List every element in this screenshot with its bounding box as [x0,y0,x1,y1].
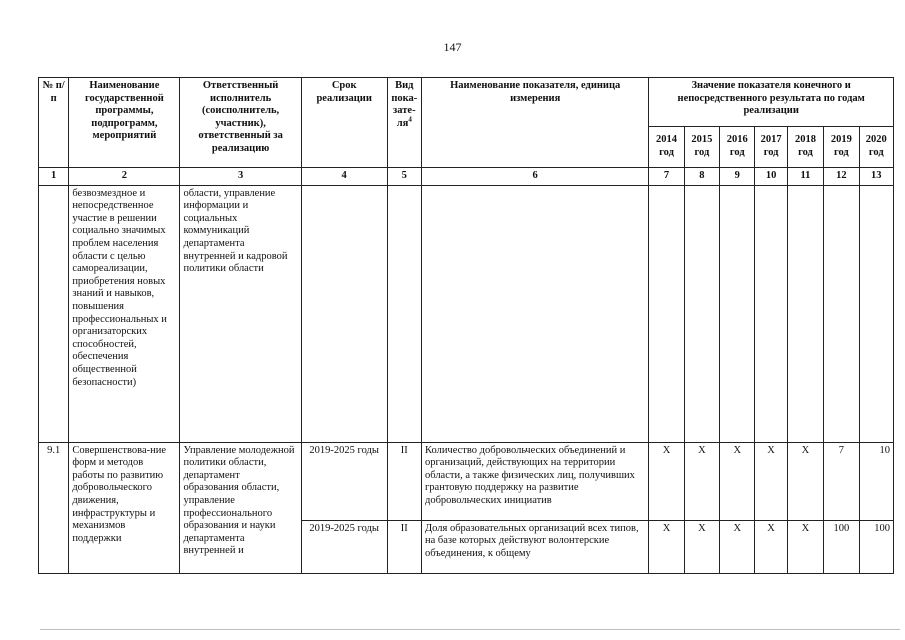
ind1-v2016: X [720,442,755,520]
header-row [39,78,894,127]
ind2-v2020: 100 [859,520,894,573]
colnum-9: 9 [720,168,755,186]
year-2018: 2018 год [787,127,823,168]
colnum-8: 8 [684,168,719,186]
header-type-label: Вид пока-зате-ля [391,80,418,129]
ind2-name: Доля образовательных организаций всех типов, на базе которых действуют волонтерские объединения, к общему [421,520,648,573]
ind2-v2019: 100 [824,520,859,573]
ind1-v2015: X [684,442,719,520]
cont-v5 [787,185,823,442]
colnum-12: 12 [824,168,859,186]
colnum-11: 11 [787,168,823,186]
cont-v7 [859,185,894,442]
row-9-1-responsible: Управление молодежной политики области, департамент образования области, управление профессионального образования и науки департамента внутренней и [180,442,301,573]
year-2020: 2020 год [859,127,894,168]
ind1-name: Количество добровольческих объединений и организаций, действующих на территории области, а также физических лиц, получивших грантовую поддержку на развитие добровольческих инициатив [421,442,648,520]
header-responsible: Ответственный исполнитель (соисполнитель, участник), ответственный за реализацию [180,78,301,168]
colnum-2: 2 [69,168,180,186]
colnum-1: 1 [39,168,69,186]
row-9-1-name: Совершенствова-ние форм и методов работы по развитию добровольческого движения, инфраструктуры и механизмов поддержки [69,442,180,573]
cont-v1 [649,185,684,442]
row-9-1-indicator-1 [39,442,894,520]
header-name: Наименование государственной программы, подпрограмм, мероприятий [69,78,180,168]
cont-v6 [824,185,859,442]
colnum-6: 6 [421,168,648,186]
ind2-v2014: X [649,520,684,573]
cont-term [301,185,387,442]
header-indicator-type [387,78,421,168]
cont-type [387,185,421,442]
ind1-v2020: 10 [859,442,894,520]
ind1-v2017: X [755,442,787,520]
ind1-type: II [387,442,421,520]
colnum-3: 3 [180,168,301,186]
cont-v2 [684,185,719,442]
ind2-v2017: X [755,520,787,573]
year-2017: 2017 год [755,127,787,168]
ind1-term: 2019-2025 годы [301,442,387,520]
ind1-v2018: X [787,442,823,520]
header-term: Срок реализации [301,78,387,168]
year-2019: 2019 год [824,127,859,168]
column-numbers-row [39,168,894,186]
ind1-v2014: X [649,442,684,520]
colnum-5: 5 [387,168,421,186]
row-9-1-num: 9.1 [39,442,69,573]
cont-indicator [421,185,648,442]
ind1-v2019: 7 [824,442,859,520]
ind2-v2018: X [787,520,823,573]
colnum-13: 13 [859,168,894,186]
program-table [38,77,894,574]
page-number: 147 [443,40,462,54]
ind2-v2015: X [684,520,719,573]
cont-v4 [755,185,787,442]
ind2-v2016: X [720,520,755,573]
cont-responsible: области, управление информации и социальных коммуникаций департамента внутренней и кадровой политики области [180,185,301,442]
colnum-4: 4 [301,168,387,186]
year-2015: 2015 год [684,127,719,168]
year-2014: 2014 год [649,127,684,168]
cont-v3 [720,185,755,442]
cont-num [39,185,69,442]
year-2016: 2016 год [720,127,755,168]
ind2-type: II [387,520,421,573]
footnote-mark: 4 [408,115,412,124]
scan-artifact-line [40,629,900,630]
header-num: № п/п [39,78,69,168]
header-indicator-name: Наименование показателя, единица измерения [421,78,648,168]
cont-name: безвозмездное и непосредственное участие в решении социально значимых проблем населения области с целью самореализации, приобретения новых знаний и навыков, повышения профессиональных и организаторских способностей, обеспечения общественной безопасности) [69,185,180,442]
colnum-7: 7 [649,168,684,186]
continuation-row [39,185,894,442]
ind2-term: 2019-2025 годы [301,520,387,573]
header-values: Значение показателя конечного и непосредственного результата по годам реализации [649,78,894,127]
colnum-10: 10 [755,168,787,186]
